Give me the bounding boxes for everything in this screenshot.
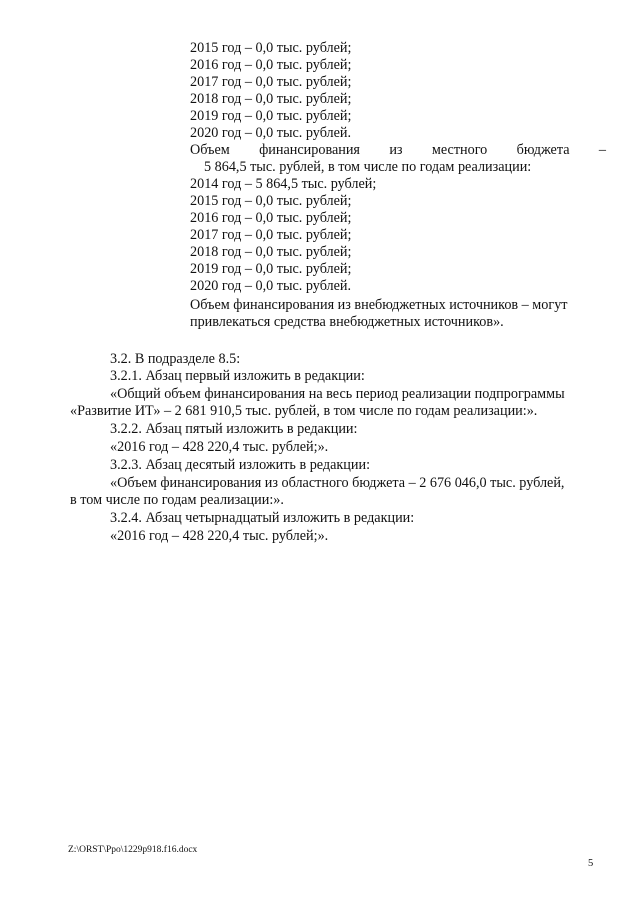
year-line: 2019 год – 0,0 тыс. рублей;	[190, 261, 352, 277]
quote-line: в том числе по годам реализации:».	[70, 492, 284, 508]
year-line: 2018 год – 0,0 тыс. рублей;	[190, 244, 352, 260]
year-line: 2014 год – 5 864,5 тыс. рублей;	[190, 176, 377, 192]
heading-word: Объем	[190, 142, 230, 158]
page-number: 5	[588, 858, 594, 869]
subsection-heading: 3.2.1. Абзац первый изложить в редакции:	[110, 368, 365, 384]
year-line: 2016 год – 0,0 тыс. рублей;	[190, 210, 352, 226]
section-heading: 3.2. В подразделе 8.5:	[110, 351, 241, 367]
quote-line: «Развитие ИТ» – 2 681 910,5 тыс. рублей, в том числе по годам реализации:».	[70, 403, 538, 419]
year-line: 2016 год – 0,0 тыс. рублей;	[190, 57, 352, 73]
heading-word: бюджета	[516, 142, 570, 158]
local-budget-total: 5 864,5 тыс. рублей, в том числе по годам реализации:	[204, 159, 532, 175]
heading-word: –	[598, 142, 606, 158]
offbudget-paragraph-line: Объем финансирования из внебюджетных источников – могут	[190, 297, 568, 313]
heading-word: местного	[431, 142, 488, 158]
year-line: 2020 год – 0,0 тыс. рублей.	[190, 278, 352, 294]
year-line: 2015 год – 0,0 тыс. рублей;	[190, 193, 352, 209]
heading-word: из	[389, 142, 403, 158]
subsection-heading: 3.2.4. Абзац четырнадцатый изложить в редакции:	[110, 510, 415, 526]
year-line: 2018 год – 0,0 тыс. рублей;	[190, 91, 352, 107]
quote-line: «Объем финансирования из областного бюджета – 2 676 046,0 тыс. рублей,	[110, 475, 565, 491]
quote-line: «2016 год – 428 220,4 тыс. рублей;».	[110, 439, 329, 455]
local-budget-heading	[190, 142, 606, 159]
year-line: 2020 год – 0,0 тыс. рублей.	[190, 125, 352, 141]
subsection-heading: 3.2.3. Абзац десятый изложить в редакции:	[110, 457, 371, 473]
year-line: 2017 год – 0,0 тыс. рублей;	[190, 74, 352, 90]
year-line: 2015 год – 0,0 тыс. рублей;	[190, 40, 352, 56]
year-line: 2017 год – 0,0 тыс. рублей;	[190, 227, 352, 243]
heading-word: финансирования	[259, 142, 360, 158]
subsection-heading: 3.2.2. Абзац пятый изложить в редакции:	[110, 421, 358, 437]
quote-line: «2016 год – 428 220,4 тыс. рублей;».	[110, 528, 329, 544]
offbudget-paragraph-line: привлекаться средства внебюджетных источников».	[190, 314, 504, 330]
year-line: 2019 год – 0,0 тыс. рублей;	[190, 108, 352, 124]
file-path-footer: Z:\ORST\Ppo\1229p918.f16.docx	[68, 845, 198, 855]
quote-line: «Общий объем финансирования на весь период реализации подпрограммы	[110, 386, 565, 402]
